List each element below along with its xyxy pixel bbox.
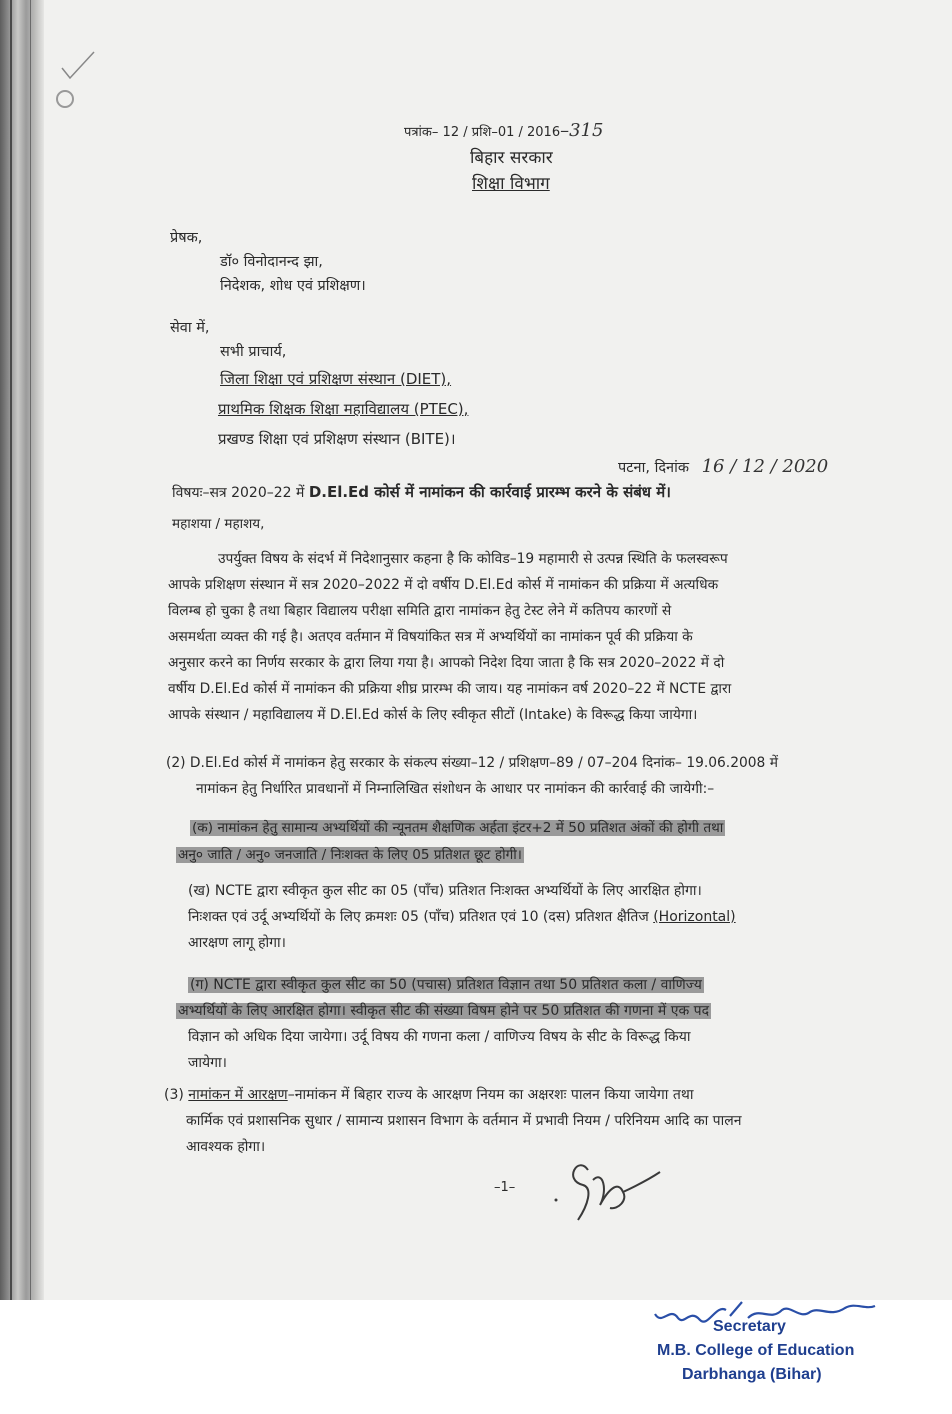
date-handwritten: 16 / 12 / 2020	[701, 456, 829, 477]
subject-text: D.El.Ed कोर्स में नामांकन की कार्रवाई प्रारम्भ करने के संबंध में।	[308, 483, 671, 501]
subject-line	[172, 482, 671, 503]
highlighted-text: अभ्यर्थियों के लिए आरक्षित होगा। स्वीकृत सीट की संख्या विषम होने पर 50 प्रतिशत की गणना में एक पद	[178, 1003, 710, 1019]
text-line: (ख) NCTE द्वारा स्वीकृत कुल सीट का 05 (पाँच) प्रतिशत निःशक्त अभ्यर्थियों के लिए आरक्षित होगा।	[188, 883, 702, 899]
text-line: आपके संस्थान / महाविद्यालय में D.El.Ed कोर्स के लिए स्वीकृत सीटों (Intake) के विरूद्ध किया जायेगा।	[168, 707, 698, 723]
director-signature	[548, 1150, 668, 1230]
department-name: शिक्षा विभाग	[472, 174, 550, 194]
horizontal-term: (Horizontal)	[653, 909, 736, 925]
tick-mark	[58, 48, 98, 84]
text-line: अनुसार करने का निर्णय सरकार के द्वारा लिया गया है। आपको निदेश दिया जाता है कि सत्र 2020–2022 में दो	[168, 655, 725, 671]
paragraph-3	[164, 1082, 880, 1160]
stamp-org: M.B. College of Education	[657, 1342, 855, 1359]
item-ka	[178, 815, 880, 869]
text-line: नामांकन हेतु निर्धारित प्रावधानों में निम्नालिखित संशोधन के आधार पर नामांकन की कार्रवाई की जायेगी:–	[196, 781, 715, 797]
text-line	[176, 842, 880, 869]
punch-hole	[56, 90, 74, 108]
ref-number-line	[404, 121, 603, 143]
stamp-place: Darbhanga (Bihar)	[682, 1366, 822, 1383]
text-line: जायेगा।	[188, 1055, 227, 1071]
place-date-label: पटना, दिनांक	[618, 460, 689, 476]
salutation: महाशया / महाशय,	[172, 516, 265, 532]
sender-name: डॉ० विनोदानन्द झा,	[220, 254, 323, 270]
para3-number: (3)	[164, 1087, 184, 1103]
place-date	[618, 457, 828, 478]
text-line: आरक्षण लागू होगा।	[188, 935, 286, 951]
text-line	[176, 998, 878, 1024]
text-line: (2) D.El.Ed कोर्स में नामांकन हेतु सरकार के संकल्प संख्या–12 / प्रशिक्षण–89 / 07–204 दिनांक– 19.06.2008 में	[166, 755, 778, 771]
stamp-title: Secretary	[713, 1318, 786, 1335]
text-line: वर्षीय D.El.Ed कोर्स में नामांकन की प्रक्रिया शीघ्र प्रारम्भ की जाय। यह नामांकन वर्ष 2020–22 में NCTE द्वारा	[168, 681, 732, 697]
item-ga	[178, 972, 878, 1076]
text-line: विलम्ब हो चुका है तथा बिहार विद्यालय परीक्षा समिति द्वारा नामांकन हेतु टेस्ट लेने में कतिपय कारणों से	[168, 603, 672, 619]
page-number: –1–	[494, 1180, 516, 1195]
item-kha	[188, 878, 878, 956]
text-line: असमर्थता व्यक्त की गई है। अतएव वर्तमान में विषयांकित सत्र में अभ्यर्थियों का नामांकन पूर्व की प्रक्रिया के	[168, 629, 693, 645]
text-line: कार्मिक एवं प्रशासनिक सुधार / सामान्य प्रशासन विभाग के वर्तमान में प्रभावी नियम / परिनियम आदि का पालन	[186, 1113, 742, 1129]
sender-designation: निदेशक, शोध एवं प्रशिक्षण।	[220, 278, 366, 294]
text-line	[188, 972, 878, 998]
text-line: आवश्यक होगा।	[186, 1139, 266, 1155]
sender-label: प्रेषक,	[170, 230, 203, 246]
highlighted-text: (ग) NCTE द्वारा स्वीकृत कुल सीट का 50 (पचास) प्रतिशत विज्ञान तथा 50 प्रतिशत कला / वाणिज्य	[190, 977, 702, 993]
highlighted-text: (क) नामांकन हेतु सामान्य अभ्यर्थियों की न्यूनतम शैक्षणिक अर्हता इंटर+2 में 50 प्रतिशत अंकों की होगी तथा	[192, 820, 724, 836]
highlighted-text: अनु० जाति / अनु० जनजाति / निःशक्त के लिए 05 प्रतिशत छूट होगी।	[178, 847, 522, 863]
recipient-line: सभी प्राचार्य,	[220, 344, 287, 360]
paragraph-1	[168, 546, 882, 728]
recipient-line: प्रखण्ड शिक्षा एवं प्रशिक्षण संस्थान (BITE)।	[218, 430, 456, 448]
text-line: निःशक्त एवं उर्दू अभ्यर्थियों के लिए क्रमशः 05 (पाँच) प्रतिशत एवं 10 (दस) प्रतिशत क्षैतिज (Horizontal)	[188, 909, 736, 925]
text-line: आपके प्रशिक्षण संस्थान में सत्र 2020–2022 में दो वर्षीय D.El.Ed कोर्स में नामांकन की प्रक्रिया में अत्यधिक	[168, 577, 719, 593]
text-line	[190, 815, 880, 842]
recipient-label: सेवा में,	[170, 320, 210, 336]
ref-number: पत्रांक– 12 / प्रशि–01 / 2016	[404, 125, 561, 140]
ref-handwritten: –315	[560, 120, 604, 141]
subject-prefix: विषयः–सत्र 2020–22 में	[172, 485, 309, 501]
paragraph-2	[166, 750, 882, 802]
recipient-line: जिला शिक्षा एवं प्रशिक्षण संस्थान (DIET),	[220, 370, 452, 388]
government-name: बिहार सरकार	[470, 148, 553, 168]
text-line: उपर्युक्त विषय के संदर्भ में निदेशानुसार कहना है कि कोविड–19 महामारी से उत्पन्न स्थिति के फलस्वरूप	[218, 551, 728, 567]
para3-heading: नामांकन में आरक्षण	[188, 1087, 288, 1103]
text-line: (3) नामांकन में आरक्षण–नामांकन में बिहार राज्य के आरक्षण नियम का अक्षरशः पालन किया जायेगा तथा	[164, 1087, 694, 1103]
recipient-line: प्राथमिक शिक्षक शिक्षा महाविद्यालय (PTEC),	[218, 400, 469, 418]
binding-edge	[0, 0, 44, 1300]
text-line: विज्ञान को अधिक दिया जायेगा। उर्दू विषय की गणना कला / वाणिज्य विषय के सीट के विरूद्ध किया	[188, 1029, 691, 1045]
